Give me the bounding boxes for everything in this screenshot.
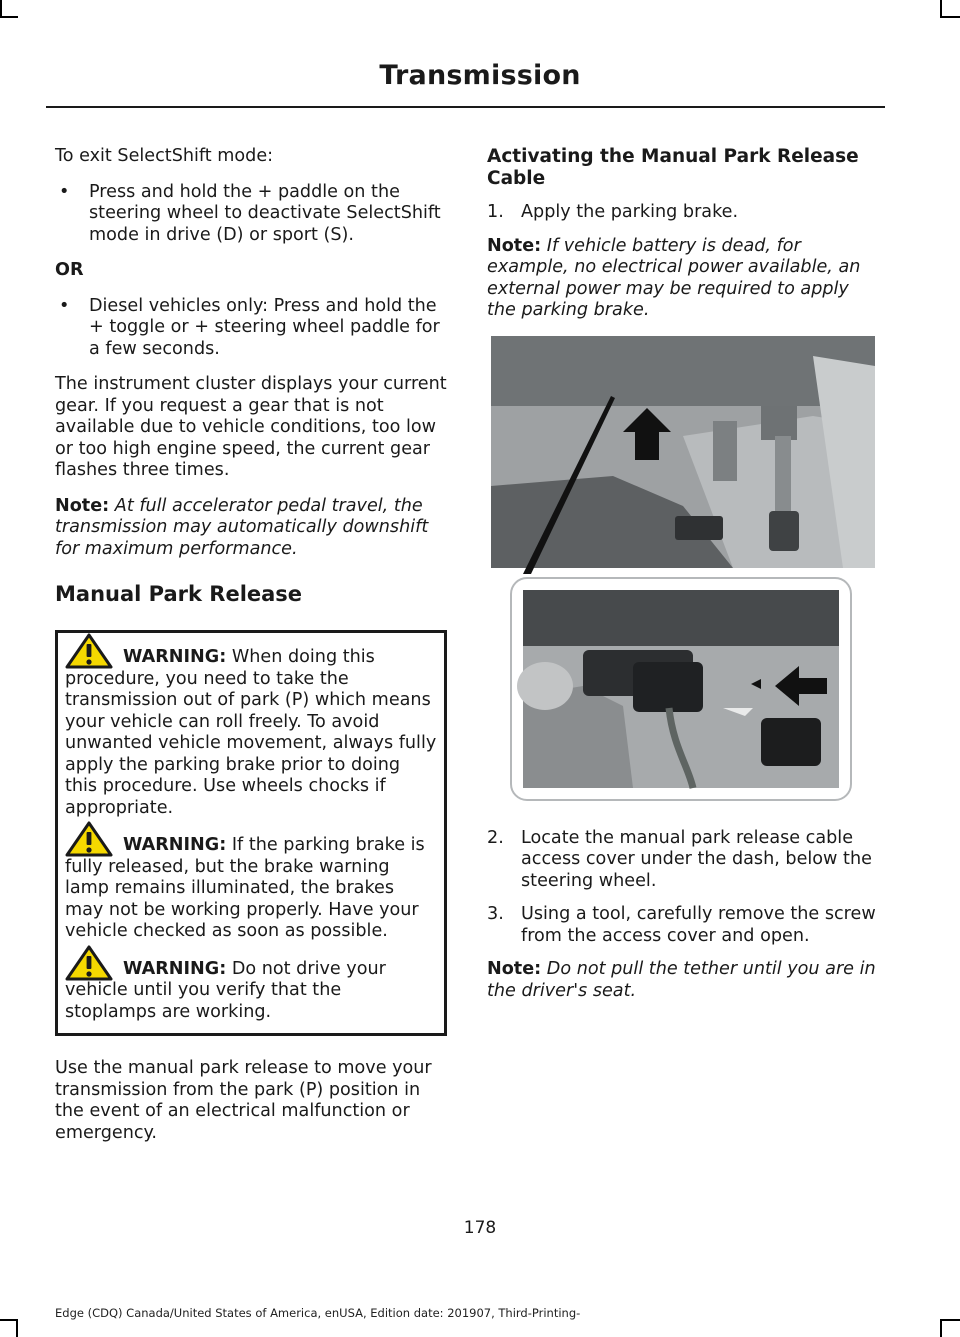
section-heading: Manual Park Release — [55, 582, 303, 606]
list-item — [55, 182, 447, 247]
crop-mark — [0, 16, 18, 18]
access-cover-inset — [511, 578, 851, 800]
note-text: If vehicle battery is dead, for example, no electrical power available, an external power may be required to apply the parking brake. — [487, 235, 861, 320]
note — [487, 959, 883, 1002]
release-paragraph: Use the manual park release to move your transmission from the park (P) position in the event of an electrical malfunction or emergency. — [55, 1058, 432, 1143]
step-item — [487, 202, 883, 224]
warning-text: If the parking brake is fully released, but the brake warning lamp remains illuminated, the brakes may not be working properly. Have your vehicle checked as soon as possible. — [65, 835, 425, 941]
or-separator: OR — [55, 260, 84, 280]
step-text: Apply the parking brake. — [521, 202, 739, 222]
bullet-dot: • — [59, 181, 70, 202]
warning-item — [65, 835, 437, 943]
edition-info: Edge (CDQ) Canada/United States of America, enUSA, Edition date: 201907, Third-Printing- — [55, 1306, 581, 1320]
warning-triangle-icon — [65, 821, 113, 857]
warning-label: WARNING: — [123, 647, 227, 667]
step-text: Using a tool, carefully remove the screw from the access cover and open. — [521, 904, 876, 946]
exit-intro: To exit SelectShift mode: — [55, 146, 274, 166]
warning-triangle-icon — [65, 633, 113, 669]
crop-mark — [16, 1319, 18, 1337]
crop-mark — [940, 1319, 942, 1337]
crop-mark — [940, 16, 960, 18]
note-label: Note: — [487, 235, 542, 256]
warning-triangle-icon — [65, 945, 113, 981]
warning-box — [55, 630, 447, 1036]
step-number: 1. — [487, 202, 504, 222]
step-number: 3. — [487, 904, 504, 924]
page-number: 178 — [463, 1218, 497, 1238]
footwell-photo — [491, 336, 875, 574]
warning-item — [65, 959, 437, 1024]
bullet-text: Press and hold the + paddle on the steering wheel to deactivate SelectShift mode in drive (D) or sport (S). — [89, 181, 441, 245]
warning-label: WARNING: — [123, 835, 227, 855]
note-label: Note: — [487, 959, 542, 979]
park-release-illustration — [483, 336, 875, 804]
step-text: Locate the manual park release cable access cover under the dash, below the steering wheel. — [521, 827, 872, 891]
warning-text: When doing this procedure, you need to take the transmission out of park (P) which means your vehicle can roll freely. To avoid unwanted vehicle movement, always fully apply the parking brake prior to doing this procedure. Use wheels chocks if appropriate. — [65, 647, 437, 818]
left-column — [55, 146, 447, 1158]
warning-text: Do not drive your vehicle until you verify that the stoplamps are working. — [65, 958, 386, 1022]
warning-item — [65, 647, 437, 819]
page-title: Transmission — [379, 60, 581, 91]
subsection-heading: Activating the Manual Park Release Cable — [487, 146, 859, 189]
note-label: Note: — [55, 495, 110, 516]
step-item — [487, 828, 883, 893]
step-item — [487, 904, 883, 947]
step-number: 2. — [487, 827, 504, 848]
cluster-paragraph: The instrument cluster displays your current gear. If you request a gear that is not available due to vehicle conditions, too low or too high engine speed, the current gear flashes three times. — [55, 374, 447, 480]
note-text: Do not pull the tether until you are in the driver's seat. — [487, 959, 876, 1001]
bullet-dot: • — [59, 295, 70, 316]
crop-mark — [940, 1319, 960, 1321]
list-item — [55, 296, 447, 361]
warning-label: WARNING: — [123, 958, 227, 979]
note-text: At full accelerator pedal travel, the transmission may automatically downshift for maximum performance. — [55, 495, 429, 559]
illustration-svg — [483, 336, 875, 804]
note — [487, 236, 883, 322]
right-column — [487, 146, 883, 1016]
bullet-text: Diesel vehicles only: Press and hold the + toggle or + steering wheel paddle for a few seconds. — [89, 295, 440, 359]
note — [55, 496, 447, 561]
header-divider — [46, 106, 885, 108]
